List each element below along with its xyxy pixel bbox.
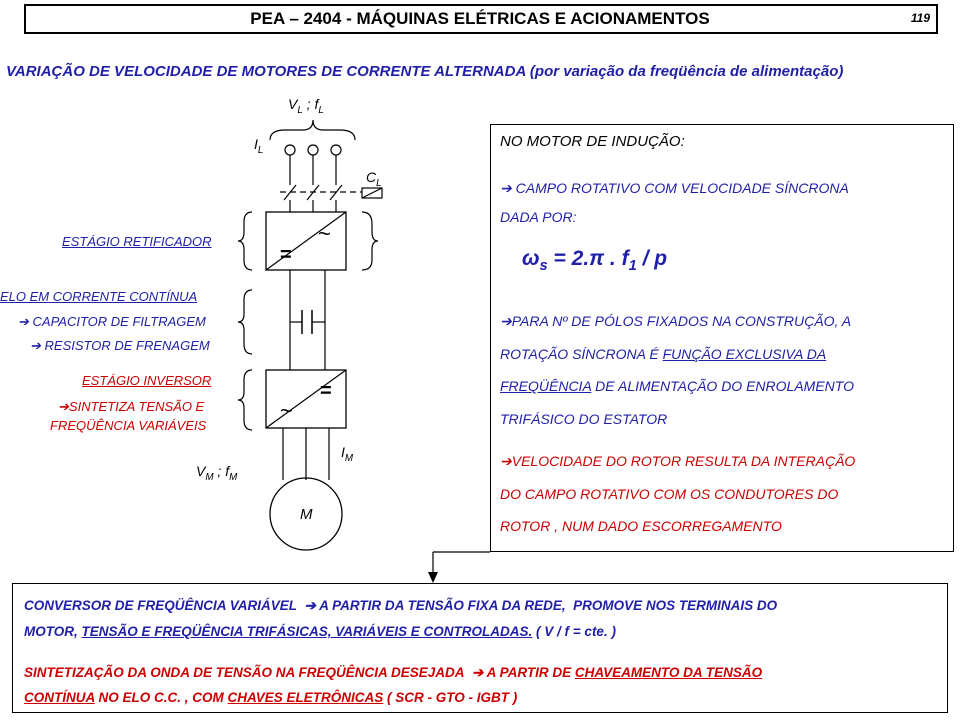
poles-line-4: TRIFÁSICO DO ESTATOR bbox=[500, 411, 668, 427]
page-title: PEA – 2404 - MÁQUINAS ELÉTRICAS E ACIONAMENTOS bbox=[250, 9, 710, 28]
pointer-arrow-head bbox=[428, 572, 438, 583]
synthesize-label-2: FREQÜÊNCIA VARIÁVEIS bbox=[50, 418, 207, 433]
terminal-l3 bbox=[331, 145, 341, 155]
summary-line-1: CONVERSOR DE FREQÜÊNCIA VARIÁVEL ➔ A PARTIR DA TENSÃO FIXA DA REDE, PROMOVE NOS TERMINAIS DO bbox=[24, 598, 778, 613]
page-number: 119 bbox=[910, 11, 930, 25]
rotating-field-line-2: DADA POR: bbox=[500, 209, 577, 225]
terminal-l2 bbox=[308, 145, 318, 155]
motor-info-brace bbox=[362, 212, 378, 270]
motor-label: M bbox=[300, 506, 313, 523]
summary-line-3: SINTETIZAÇÃO DA ONDA DE TENSÃO NA FREQÜÊNCIA DESEJADA ➔ A PARTIR DE CHAVEAMENTO DA TENSÃO bbox=[24, 665, 763, 680]
summary-line-4: CONTÍNUA NO ELO C.C. , COM CHAVES ELETRÔNICAS ( SCR - GTO - IGBT ) bbox=[24, 690, 518, 705]
motor-box-title: NO MOTOR DE INDUÇÃO: bbox=[500, 133, 685, 150]
rectifier-ac-symbol: ~ bbox=[318, 221, 331, 246]
rotating-field-line-1: ➔ CAMPO ROTATIVO COM VELOCIDADE SÍNCRONA bbox=[500, 180, 849, 196]
rotor-line-3: ROTOR , NUM DADO ESCORREGAMENTO bbox=[500, 518, 782, 534]
terminal-l1 bbox=[285, 145, 295, 155]
poles-line-1: ➔PARA Nº DE PÓLOS FIXADOS NA CONSTRUÇÃO, A bbox=[500, 313, 852, 329]
synthesize-label-1: ➔SINTETIZA TENSÃO E bbox=[58, 399, 205, 414]
line-current-label: $I_L$ bbox=[254, 136, 264, 156]
supply-brace bbox=[270, 120, 355, 140]
summary-line-2: MOTOR, TENSÃO E FREQÜÊNCIA TRIFÁSICAS, VARIÁVEIS E CONTROLADAS. ( V / f = cte. ) bbox=[24, 624, 616, 639]
inverter-brace bbox=[238, 370, 252, 430]
synchronous-speed-formula: $\omega_s = 2.\pi$ . $f_1$ / p bbox=[522, 247, 668, 275]
supply-voltage-frequency-label: $V_L$ ; $f_L$ bbox=[288, 96, 324, 116]
poles-line-2: ROTAÇÃO SÍNCRONA É FUNÇÃO EXCLUSIVA DA bbox=[500, 346, 827, 362]
dc-link-label: ELO EM CORRENTE CONTÍNUA bbox=[0, 289, 198, 304]
inverter-ac-symbol: ~ bbox=[280, 398, 293, 423]
motor-current-label: $I_M$ bbox=[341, 444, 354, 464]
inverter-stage-label: ESTÁGIO INVERSOR bbox=[82, 373, 212, 388]
inverter-dc-symbol: = bbox=[320, 380, 332, 402]
subtitle: VARIAÇÃO DE VELOCIDADE DE MOTORES DE CORRENTE ALTERNADA (por variação da freqüência de alimentação) bbox=[6, 63, 844, 80]
rectifier-dc-symbol: = bbox=[280, 244, 292, 266]
capacitor-label: ➔ CAPACITOR DE FILTRAGEM bbox=[18, 314, 206, 329]
rotor-line-1: ➔VELOCIDADE DO ROTOR RESULTA DA INTERAÇÃO bbox=[500, 453, 856, 469]
dc-link-brace bbox=[238, 290, 252, 354]
rectifier-brace bbox=[238, 212, 252, 270]
contactor-label: $C_L$ bbox=[366, 169, 382, 189]
resistor-label: ➔ RESISTOR DE FRENAGEM bbox=[30, 338, 210, 353]
motor-voltage-frequency-label: $V_M$ ; $f_M$ bbox=[196, 463, 238, 483]
rotor-line-2: DO CAMPO ROTATIVO COM OS CONDUTORES DO bbox=[500, 486, 839, 502]
poles-line-3: FREQÜÊNCIA DE ALIMENTAÇÃO DO ENROLAMENTO bbox=[500, 378, 854, 394]
rectifier-stage-label: ESTÁGIO RETIFICADOR bbox=[62, 234, 212, 249]
